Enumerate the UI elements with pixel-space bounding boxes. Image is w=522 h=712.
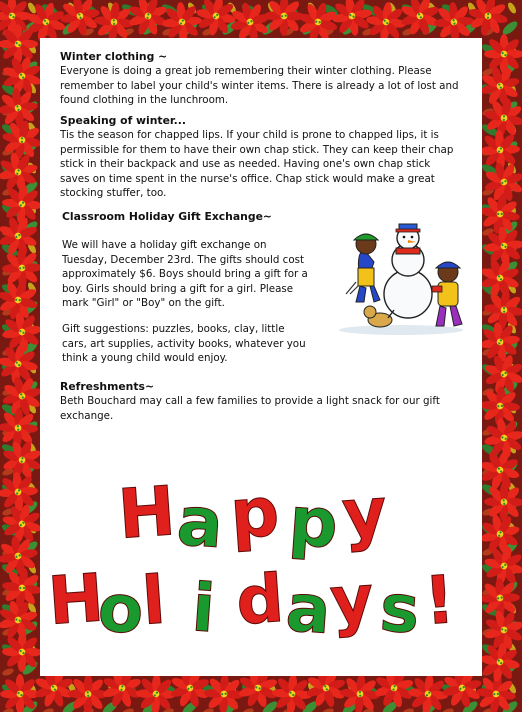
heading-refreshments: Refreshments~	[60, 380, 154, 393]
text-gift-suggestions: Gift suggestions: puzzles, books, clay, little cars, art supplies, activity books, whatever you think a young child would enjoy.	[62, 323, 306, 365]
text-refreshments: Beth Bouchard may call a few families to provide a light snack for our gift exchange.	[60, 395, 440, 422]
section-refreshments	[60, 380, 464, 423]
happy-holidays-banner	[40, 466, 482, 652]
greeting-letter: H	[115, 472, 178, 555]
greeting-letter: H	[45, 559, 107, 640]
text-gift-exchange: We will have a holiday gift exchange on Tuesday, December 23rd. The gifts should cost approximately $6. Boys should bring a gift for a boy. Girls should bring a gift for a girl. Please mark "Girl" or "Boy" on the gift.	[62, 239, 308, 310]
text-winter-clothing: Everyone is doing a great job remembering their winter clothing. Please remember to label your child's winter items. There is already a lot of lost and found clothing in the lunchroom.	[60, 65, 459, 107]
greeting-letter: !	[421, 561, 458, 640]
heading-speaking-of-winter: Speaking of winter...	[60, 114, 186, 127]
greeting-letter: d	[233, 559, 287, 640]
greeting-letter: y	[339, 473, 390, 555]
greeting-letter: y	[327, 560, 377, 640]
greeting-letter: a	[283, 569, 334, 650]
greeting-letter: p	[286, 482, 341, 565]
section-winter-clothing	[60, 50, 460, 108]
snowman-children-icon	[336, 222, 466, 336]
content-area	[40, 38, 482, 676]
greeting-letter: p	[227, 472, 282, 555]
greeting-letter: i	[189, 569, 218, 648]
greeting-letter: s	[377, 569, 423, 649]
greeting-letter: l	[139, 561, 168, 640]
section-speaking-of-winter	[60, 114, 462, 200]
heading-winter-clothing: Winter clothing ~	[60, 50, 168, 63]
greeting-letter: a	[174, 482, 226, 565]
greeting-letter: o	[95, 569, 147, 650]
text-speaking-of-winter: Tis the season for chapped lips. If your child is prone to chapped lips, it is permissible for them to have their own chap stick. They can keep their chap stick in their backpack and use as needed. Having one's own chap stick saves on time spent in the nurse's office. Chap stick would make a great stocking stuffer, too.	[60, 129, 454, 200]
section-gift-exchange	[62, 210, 312, 366]
heading-gift-exchange: Classroom Holiday Gift Exchange~	[62, 210, 272, 223]
